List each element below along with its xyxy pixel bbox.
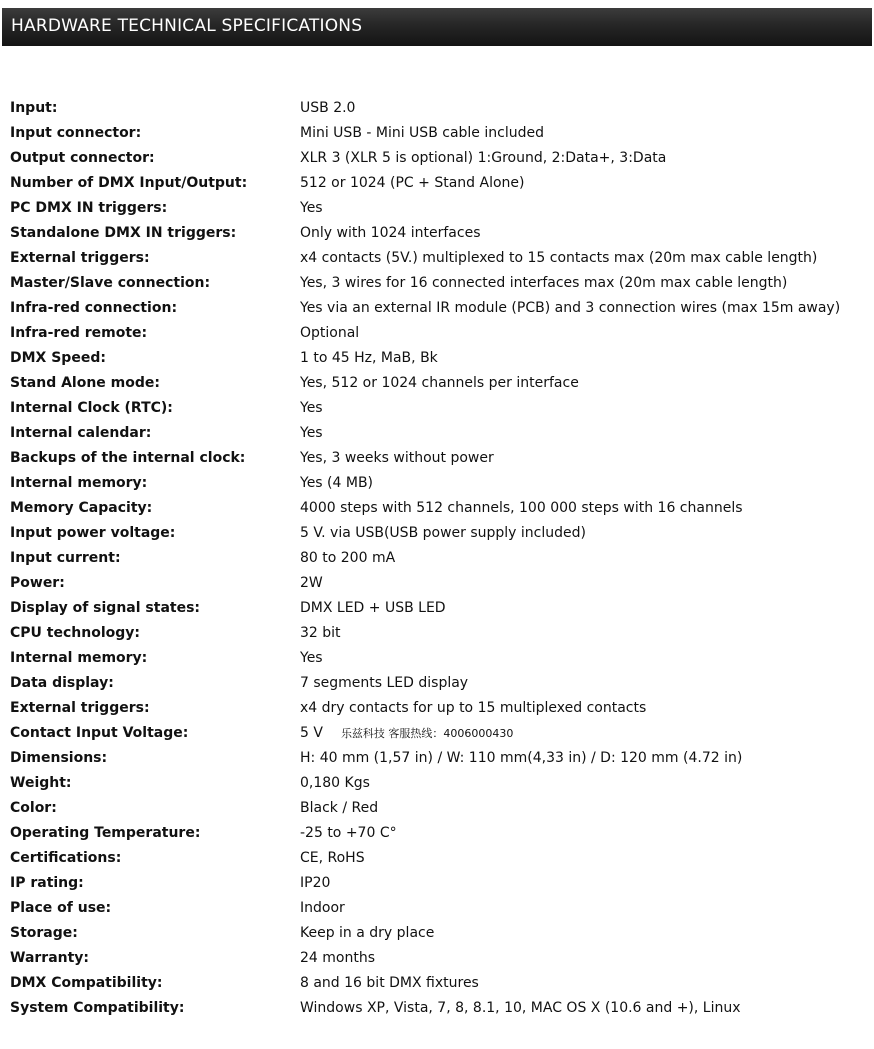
spec-value-text: Yes xyxy=(300,650,323,666)
spec-value-text: Optional xyxy=(300,325,360,341)
spec-label: CPU technology: xyxy=(10,625,140,641)
spec-value xyxy=(300,800,378,816)
spec-row xyxy=(0,721,874,746)
spec-value-text: Yes xyxy=(300,400,323,416)
spec-value xyxy=(300,550,395,566)
spec-label: Standalone DMX IN triggers: xyxy=(10,225,237,241)
spec-note: 乐兹科技 客服热线：4006000430 xyxy=(340,727,514,740)
spec-label: Number of DMX Input/Output: xyxy=(10,175,248,191)
spec-value-text: 512 or 1024 (PC + Stand Alone) xyxy=(300,175,525,191)
spec-label: System Compatibility: xyxy=(10,1000,185,1016)
spec-value-text: Yes, 3 wires for 16 connected interfaces max (20m max cable length) xyxy=(300,275,788,291)
spec-row xyxy=(0,271,874,296)
spec-value-text: -25 to +70 C° xyxy=(300,825,397,841)
spec-value-text: CE, RoHS xyxy=(300,850,365,866)
spec-row xyxy=(0,646,874,671)
spec-row xyxy=(0,946,874,971)
spec-row xyxy=(0,296,874,321)
spec-value xyxy=(300,450,494,466)
spec-row xyxy=(0,846,874,871)
spec-label: External triggers: xyxy=(10,250,150,266)
spec-row xyxy=(0,196,874,221)
spec-value xyxy=(300,350,438,366)
spec-value-text: 5 V. via USB(USB power supply included) xyxy=(300,525,586,541)
spec-row xyxy=(0,146,874,171)
spec-label: Dimensions: xyxy=(10,750,108,766)
spec-value xyxy=(300,175,524,191)
spec-row xyxy=(0,521,874,546)
section-title: HARDWARE TECHNICAL SPECIFICATIONS xyxy=(11,16,363,36)
spec-value xyxy=(300,525,586,541)
spec-label: Operating Temperature: xyxy=(10,825,201,841)
spec-label: Input connector: xyxy=(10,125,142,141)
spec-row xyxy=(0,421,874,446)
spec-value-text: 4000 steps with 512 channels, 100 000 steps with 16 channels xyxy=(300,500,743,516)
spec-row xyxy=(0,571,874,596)
spec-value-text: Yes, 512 or 1024 channels per interface xyxy=(300,375,579,391)
spec-label: Contact Input Voltage: xyxy=(10,725,189,741)
spec-value xyxy=(300,225,480,241)
specifications-list xyxy=(0,96,874,1021)
spec-row xyxy=(0,696,874,721)
spec-value-text: DMX LED + USB LED xyxy=(300,600,446,616)
spec-value-text: Keep in a dry place xyxy=(300,925,435,941)
spec-row xyxy=(0,771,874,796)
spec-row xyxy=(0,671,874,696)
spec-row xyxy=(0,596,874,621)
spec-label: Storage: xyxy=(10,925,78,941)
spec-value-text: 80 to 200 mA xyxy=(300,550,396,566)
spec-value xyxy=(300,950,375,966)
spec-value-text: 8 and 16 bit DMX fixtures xyxy=(300,975,479,991)
spec-value xyxy=(300,625,341,641)
spec-value xyxy=(300,850,365,866)
spec-value-text: x4 contacts (5V.) multiplexed to 15 contacts max (20m max cable length) xyxy=(300,250,818,266)
spec-label: DMX Compatibility: xyxy=(10,975,163,991)
spec-value-text: USB 2.0 xyxy=(300,100,356,116)
spec-label: Place of use: xyxy=(10,900,112,916)
spec-value-text: 0,180 Kgs xyxy=(300,775,370,791)
spec-value-text: 1 to 45 Hz, MaB, Bk xyxy=(300,350,438,366)
spec-value-text: XLR 3 (XLR 5 is optional) 1:Ground, 2:Data+, 3:Data xyxy=(300,150,667,166)
spec-label: Certifications: xyxy=(10,850,122,866)
spec-label: DMX Speed: xyxy=(10,350,106,366)
spec-row xyxy=(0,396,874,421)
spec-label: Internal calendar: xyxy=(10,425,152,441)
spec-value xyxy=(300,475,373,491)
spec-row xyxy=(0,746,874,771)
spec-label: Power: xyxy=(10,575,65,591)
spec-value-text: Mini USB - Mini USB cable included xyxy=(300,125,544,141)
spec-value-text: Yes (4 MB) xyxy=(300,475,374,491)
spec-row xyxy=(0,346,874,371)
spec-value xyxy=(300,750,742,766)
spec-value xyxy=(300,575,323,591)
spec-row xyxy=(0,621,874,646)
spec-value-text: 24 months xyxy=(300,950,375,966)
spec-row xyxy=(0,471,874,496)
spec-value xyxy=(300,325,359,341)
spec-row xyxy=(0,871,874,896)
spec-row xyxy=(0,971,874,996)
spec-value xyxy=(300,875,330,891)
spec-label: Input power voltage: xyxy=(10,525,176,541)
spec-row xyxy=(0,246,874,271)
spec-value-text: Yes via an external IR module (PCB) and 3 connection wires (max 15m away) xyxy=(300,300,841,316)
spec-value xyxy=(300,150,666,166)
spec-value-text: IP20 xyxy=(300,875,331,891)
spec-value xyxy=(300,250,817,266)
spec-label: Stand Alone mode: xyxy=(10,375,160,391)
spec-value-text: x4 dry contacts for up to 15 multiplexed contacts xyxy=(300,700,647,716)
spec-value xyxy=(300,675,468,691)
spec-label: Master/Slave connection: xyxy=(10,275,211,291)
spec-value-text: H: 40 mm (1,57 in) / W: 110 mm(4,33 in) / D: 120 mm (4.72 in) xyxy=(300,750,743,766)
spec-row xyxy=(0,371,874,396)
spec-value xyxy=(300,775,370,791)
spec-label: Display of signal states: xyxy=(10,600,201,616)
spec-value xyxy=(300,600,446,616)
spec-value xyxy=(300,825,397,841)
spec-label: External triggers: xyxy=(10,700,150,716)
spec-value xyxy=(300,975,479,991)
spec-value xyxy=(300,1000,741,1016)
spec-label: IP rating: xyxy=(10,875,84,891)
spec-value xyxy=(300,900,345,916)
spec-label: Output connector: xyxy=(10,150,155,166)
spec-value xyxy=(300,500,743,516)
spec-value xyxy=(300,700,646,716)
spec-label: Color: xyxy=(10,800,57,816)
spec-value xyxy=(300,425,323,441)
spec-value-text: Black / Red xyxy=(300,800,379,816)
spec-value xyxy=(300,375,579,391)
spec-row xyxy=(0,921,874,946)
spec-value xyxy=(300,725,513,741)
spec-value xyxy=(300,925,434,941)
spec-row xyxy=(0,446,874,471)
section-header-bar xyxy=(2,8,872,46)
spec-row xyxy=(0,321,874,346)
spec-label: PC DMX IN triggers: xyxy=(10,200,168,216)
spec-value xyxy=(300,125,544,141)
spec-value-text: 32 bit xyxy=(300,625,341,641)
spec-row xyxy=(0,896,874,921)
spec-row xyxy=(0,221,874,246)
spec-value-text: Yes, 3 weeks without power xyxy=(300,450,494,466)
spec-value-text: 2W xyxy=(300,575,323,591)
spec-value-text: Yes xyxy=(300,425,323,441)
spec-value xyxy=(300,100,355,116)
spec-value-text: Yes xyxy=(300,200,323,216)
spec-label: Input: xyxy=(10,100,58,116)
spec-value xyxy=(300,300,840,316)
spec-row xyxy=(0,496,874,521)
spec-label: Infra-red remote: xyxy=(10,325,148,341)
spec-label: Weight: xyxy=(10,775,72,791)
spec-value xyxy=(300,650,323,666)
spec-value-text: 5 V xyxy=(300,725,323,741)
spec-row xyxy=(0,121,874,146)
spec-value xyxy=(300,275,787,291)
spec-row xyxy=(0,171,874,196)
spec-value-text: Indoor xyxy=(300,900,345,916)
spec-value xyxy=(300,200,323,216)
spec-value xyxy=(300,400,323,416)
spec-label: Internal memory: xyxy=(10,475,148,491)
spec-row xyxy=(0,996,874,1021)
spec-label: Infra-red connection: xyxy=(10,300,178,316)
spec-row xyxy=(0,796,874,821)
spec-value-text: Only with 1024 interfaces xyxy=(300,225,481,241)
spec-row xyxy=(0,96,874,121)
spec-row xyxy=(0,546,874,571)
spec-label: Internal memory: xyxy=(10,650,148,666)
spec-value-text: 7 segments LED display xyxy=(300,675,469,691)
spec-row xyxy=(0,821,874,846)
spec-label: Internal Clock (RTC): xyxy=(10,400,173,416)
spec-value-text: Windows XP, Vista, 7, 8, 8.1, 10, MAC OS X (10.6 and +), Linux xyxy=(300,1000,741,1016)
spec-label: Warranty: xyxy=(10,950,90,966)
spec-label: Backups of the internal clock: xyxy=(10,450,246,466)
spec-label: Memory Capacity: xyxy=(10,500,153,516)
spec-label: Data display: xyxy=(10,675,114,691)
spec-label: Input current: xyxy=(10,550,121,566)
